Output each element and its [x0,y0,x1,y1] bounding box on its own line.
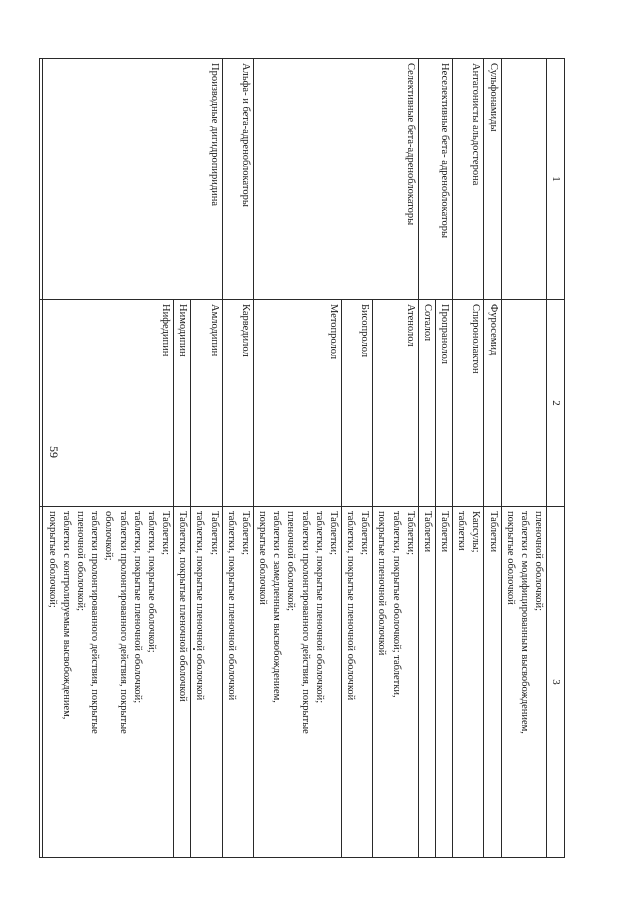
form-line: Таблетки; [327,511,339,556]
form-line: Таблетки [439,511,451,553]
form-line: Таблетки, покрытые пленочной оболочкой [177,511,189,702]
form-line: таблетки, покрытые пленочной оболочкой; [131,511,143,704]
page-number: 59 [47,446,61,458]
drug-name-cell: Спиронолактон [453,300,484,507]
filler-row [40,59,43,858]
form-line: пленочной оболочкой; [75,511,86,612]
empty-cell [40,300,43,507]
group-cell: Селективные бета-адреноблокаторы [253,59,418,300]
form-line: покрытые оболочкой; [46,511,58,608]
form-line: таблетки [456,511,468,551]
group-cell: Антагонисты альдостерона [453,59,484,300]
form-line: оболочкой; [103,511,115,561]
table-row [453,59,484,858]
drug-table [39,58,565,858]
group-cell: Сульфонамиды [484,59,501,300]
form-line: таблетки, покрытые пленочной оболочкой; [313,511,325,704]
dosage-forms-cell [418,507,435,858]
form-line: таблетки, покрытые оболочкой; [145,511,157,653]
dosage-forms-cell [43,507,174,858]
form-line: пленочной оболочкой; [533,511,545,612]
form-line: таблетки с модифицированным высвобождением, [518,511,530,734]
dosage-forms-cell [191,507,222,858]
group-cell: Альфа- и бета-адреноблокаторы [222,59,253,300]
form-line: покрытые оболочкой [257,511,269,605]
form-line: покрытые оболочкой [504,511,516,605]
form-line: пленочной оболочкой; [285,511,297,612]
form-line: Таблетки; [359,511,371,556]
form-line: таблетки пролонгированного действия, покрытые [89,511,101,734]
dosage-forms-cell [253,507,341,858]
drug-name-cell: Соталол [418,300,435,507]
dosage-forms-cell [373,507,419,858]
drug-name-cell: Карведилол [222,300,253,507]
dosage-forms-cell [435,507,452,858]
drug-name-cell: Нимодипин [174,300,191,507]
dosage-forms-cell [174,507,191,858]
form-line: Таблетки; [404,511,416,556]
drug-name-cell: Атенолол [373,300,419,507]
drug-name-cell: Пропранолол [435,300,452,507]
continuation-group-cell [501,59,547,300]
table-row [435,59,452,858]
dosage-forms-cell [453,507,484,858]
table-row [222,59,253,858]
form-line: Таблетки; [239,511,251,556]
header-col-2: 2 [547,300,565,507]
table-row [191,59,222,858]
dosage-forms-cell [222,507,253,858]
form-line: таблетки пролонгированного действия, покрытые [299,511,311,734]
form-line: таблетки пролонгированного действия, покрытые [117,511,129,734]
header-col-1: 1 [547,59,565,300]
continuation-forms-cell [501,507,547,858]
continuation-row [501,59,547,858]
drug-name-cell: Нифедипин [43,300,174,507]
group-cell: Производные дигидропиридина [43,59,222,300]
form-line: таблетки, покрытые пленочной оболочкой [345,511,357,701]
form-line: покрытые пленочной оболочкой [376,511,388,656]
drug-name-cell: Метопролол [253,300,341,507]
empty-cell [40,507,43,858]
form-line: Таблетки; [208,511,220,556]
form-line: таблетки, покрытые пленочной оболочкой [194,511,206,701]
table-row [484,59,501,858]
drug-name-cell: Бисопролол [341,300,372,507]
form-line: Капсулы; [470,511,482,553]
header-row [547,59,565,858]
empty-cell [40,59,43,300]
form-line: таблетки с контролируемым высвобождением, [60,511,72,720]
dosage-forms-cell [341,507,372,858]
form-line: Таблетки [421,511,433,553]
drug-name-cell: Амлодипин [191,300,222,507]
form-line: Таблетки [487,511,499,553]
form-line: таблетки с замедленным высвобождением, [271,511,283,703]
table-row [373,59,419,858]
header-col-3: 3 [547,507,565,858]
continuation-drug-cell [501,300,547,507]
form-line: Таблетки; [160,511,172,556]
drug-name-cell: Фуросемид [484,300,501,507]
form-line: таблетки, покрытые пленочной оболочкой [225,511,237,701]
dosage-forms-cell [484,507,501,858]
group-cell: Неселективные бета- адреноблокаторы [418,59,452,300]
form-line: таблетки, покрытые оболочкой; таблетки, [390,511,402,698]
